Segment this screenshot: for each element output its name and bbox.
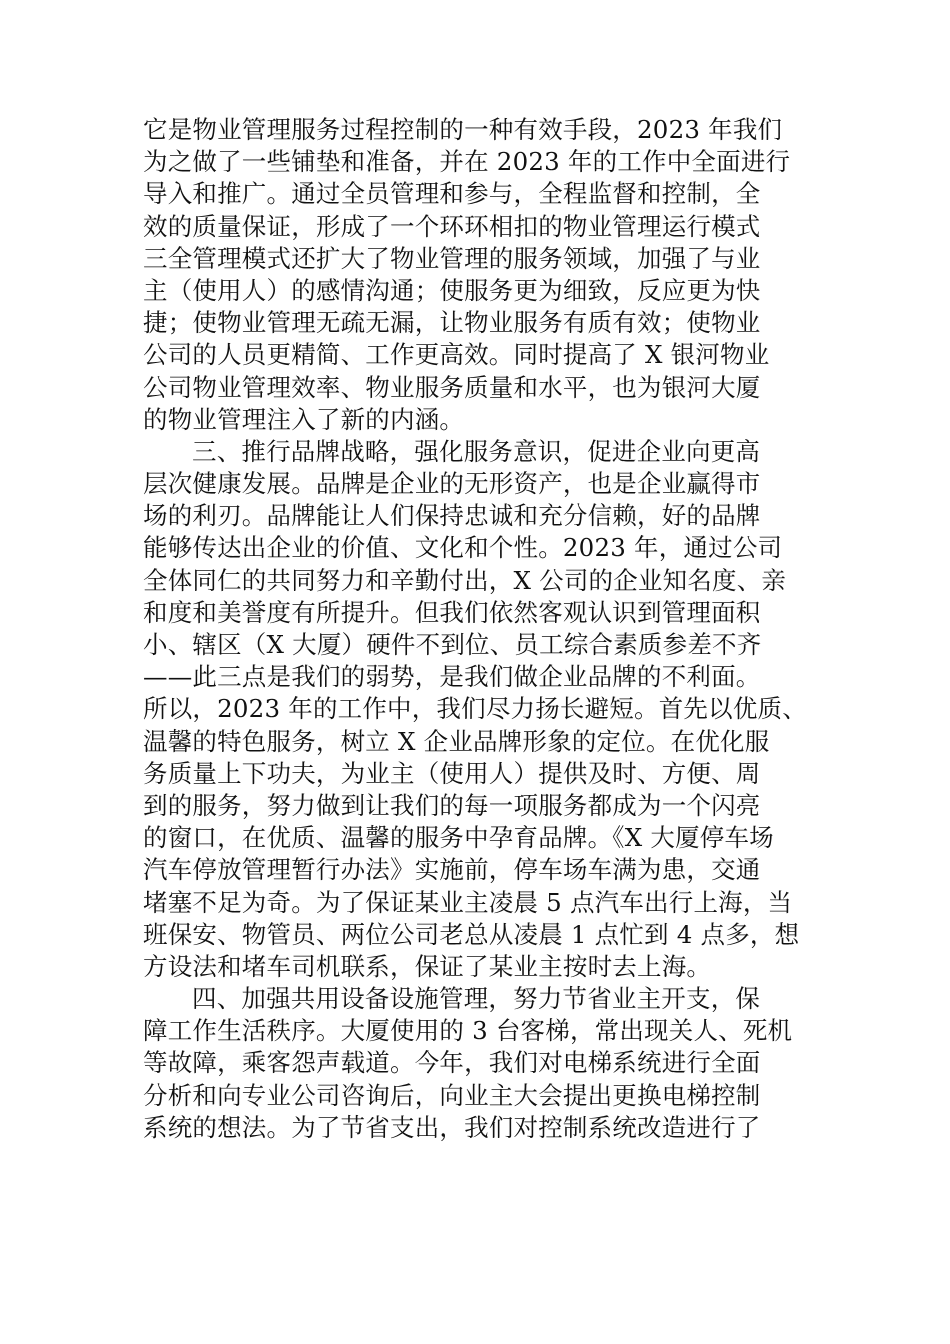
- text-line: 能够传达出企业的价值、文化和个性。2023 年，通过公司: [143, 533, 783, 563]
- text-line: 导入和推广。通过全员管理和参与，全程监督和控制，全: [143, 179, 761, 209]
- text-line: 和度和美誉度有所提升。但我们依然客观认识到管理面积: [143, 597, 761, 627]
- text-line: 公司物业管理效率、物业服务质量和水平，也为银河大厦: [143, 372, 761, 402]
- text-line: 三全管理模式还扩大了物业管理的服务领域，加强了与业: [143, 243, 761, 273]
- text-line: 汽车停放管理暂行办法》实施前，停车场车满为患，交通: [143, 855, 761, 885]
- text-line: 全体同仁的共同努力和辛勤付出，X 公司的企业知名度、亲: [143, 565, 787, 595]
- text-line: 的窗口，在优质、温馨的服务中孕育品牌。《X 大厦停车场: [143, 823, 774, 853]
- text-line: 务质量上下功夫，为业主（使用人）提供及时、方便、周: [143, 758, 761, 788]
- text-line: 它是物业管理服务过程控制的一种有效手段，2023 年我们: [143, 115, 783, 144]
- text-line: 方设法和堵车司机联系，保证了某业主按时去上海。: [143, 951, 712, 981]
- text-line: 障工作生活秩序。大厦使用的 3 台客梯，常出现关人、死机: [143, 1016, 793, 1046]
- text-line: 所以，2023 年的工作中，我们尽力扬长避短。首先以优质、: [143, 694, 807, 724]
- text-line: 主（使用人）的感情沟通；使服务更为细致，反应更为快: [143, 275, 761, 305]
- text-line: 公司的人员更精简、工作更高效。同时提高了 X 银河物业: [143, 340, 770, 370]
- text-line: ——此三点是我们的弱势，是我们做企业品牌的不利面。: [143, 662, 761, 692]
- text-line: 为之做了一些铺垫和准备，并在 2023 年的工作中全面进行: [143, 147, 791, 177]
- section-heading-line: 四、加强共用设备设施管理，努力节省业主开支，保: [192, 984, 761, 1014]
- section-heading-line: 三、推行品牌战略，强化服务意识，促进企业向更高: [192, 436, 761, 466]
- text-line: 层次健康发展。品牌是企业的无形资产，也是企业赢得市: [143, 469, 761, 499]
- text-line: 捷；使物业管理无疏无漏，让物业服务有质有效；使物业: [143, 308, 761, 338]
- text-line: 效的质量保证，形成了一个环环相扣的物业管理运行模式: [143, 211, 761, 241]
- text-line: 等故障，乘客怨声载道。今年，我们对电梯系统进行全面: [143, 1048, 761, 1078]
- text-line: 场的利刃。品牌能让人们保持忠诚和充分信赖，好的品牌: [143, 501, 761, 531]
- text-line: 堵塞不足为奇。为了保证某业主凌晨 5 点汽车出行上海，当: [143, 887, 793, 917]
- text-line: 小、辖区（X 大厦）硬件不到位、员工综合素质参差不齐: [143, 630, 762, 659]
- text-line: 的物业管理注入了新的内涵。: [143, 404, 465, 434]
- text-line: 到的服务，努力做到让我们的每一项服务都成为一个闪亮: [143, 790, 761, 820]
- text-line: 温馨的特色服务，树立 X 企业品牌形象的定位。在优化服: [143, 726, 770, 756]
- text-line: 系统的想法。为了节省支出，我们对控制系统改造进行了: [143, 1112, 761, 1142]
- document-page: [143, 114, 823, 1144]
- text-line: 分析和向专业公司咨询后，向业主大会提出更换电梯控制: [143, 1080, 761, 1110]
- text-line: 班保安、物管员、两位公司老总从凌晨 1 点忙到 4 点多，想: [143, 919, 800, 949]
